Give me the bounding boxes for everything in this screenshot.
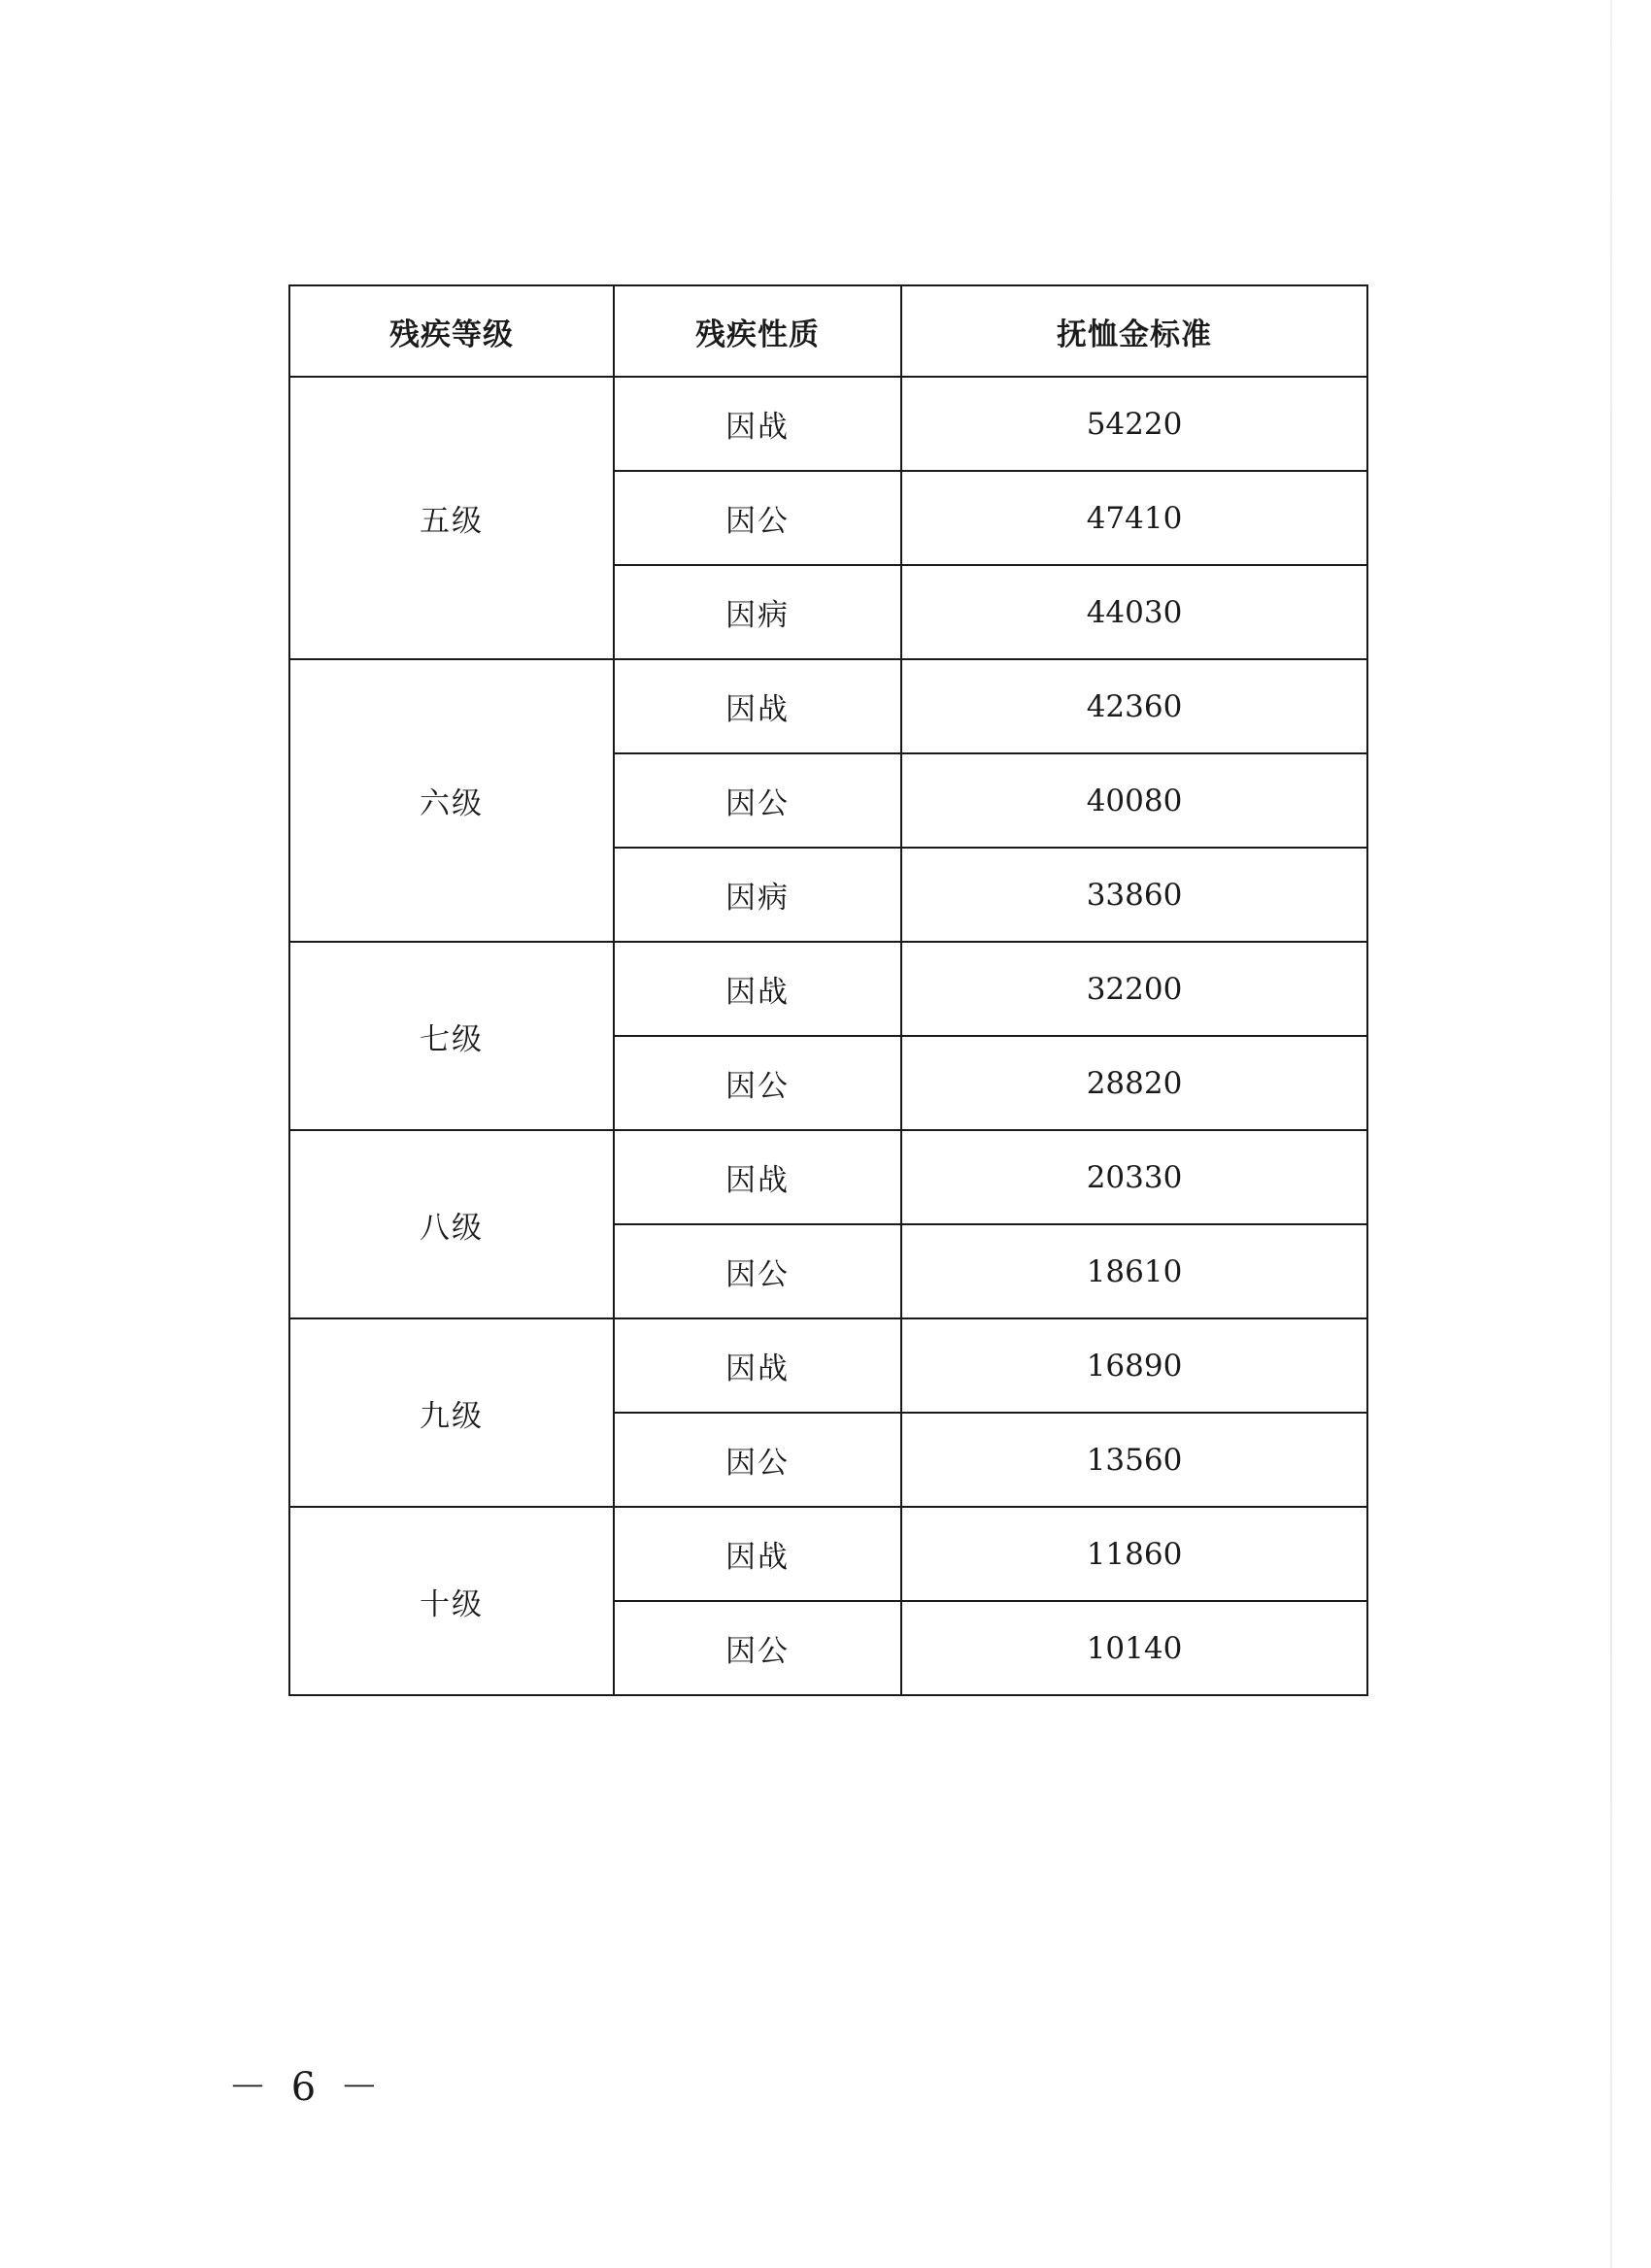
nature-cell: 因病 [614, 848, 901, 942]
amount-cell: 40080 [901, 753, 1367, 848]
amount-cell: 11860 [901, 1507, 1367, 1601]
grade-cell: 八级 [289, 1130, 614, 1318]
grade-cell: 七级 [289, 942, 614, 1130]
grade-cell: 六级 [289, 659, 614, 942]
table-row [289, 659, 1367, 753]
page-number: － 6 － [228, 2065, 385, 2110]
nature-cell: 因战 [614, 942, 901, 1036]
header-amount: 抚恤金标准 [901, 285, 1367, 377]
nature-cell: 因战 [614, 377, 901, 471]
table-body [289, 377, 1367, 1695]
header-nature: 残疾性质 [614, 285, 901, 377]
nature-cell: 因战 [614, 659, 901, 753]
amount-cell: 33860 [901, 848, 1367, 942]
amount-cell: 28820 [901, 1036, 1367, 1130]
amount-cell: 44030 [901, 565, 1367, 659]
header-row [289, 285, 1367, 377]
amount-cell: 32200 [901, 942, 1367, 1036]
nature-cell: 因战 [614, 1130, 901, 1224]
table-row [289, 1318, 1367, 1413]
nature-cell: 因公 [614, 471, 901, 565]
amount-cell: 18610 [901, 1224, 1367, 1318]
nature-cell: 因战 [614, 1318, 901, 1413]
grade-cell: 十级 [289, 1507, 614, 1695]
nature-cell: 因战 [614, 1507, 901, 1601]
grade-cell: 五级 [289, 377, 614, 659]
nature-cell: 因公 [614, 1224, 901, 1318]
amount-cell: 16890 [901, 1318, 1367, 1413]
amount-cell: 54220 [901, 377, 1367, 471]
nature-cell: 因公 [614, 1413, 901, 1507]
nature-cell: 因公 [614, 753, 901, 848]
amount-cell: 20330 [901, 1130, 1367, 1224]
amount-cell: 42360 [901, 659, 1367, 753]
nature-cell: 因公 [614, 1036, 901, 1130]
amount-cell: 13560 [901, 1413, 1367, 1507]
table-row [289, 942, 1367, 1036]
amount-cell: 47410 [901, 471, 1367, 565]
nature-cell: 因公 [614, 1601, 901, 1695]
amount-cell: 10140 [901, 1601, 1367, 1695]
table-row [289, 1130, 1367, 1224]
page-edge [1610, 0, 1612, 2268]
grade-cell: 九级 [289, 1318, 614, 1507]
table-row [289, 1507, 1367, 1601]
table-row [289, 377, 1367, 471]
pension-standard-table [288, 284, 1368, 1696]
header-grade: 残疾等级 [289, 285, 614, 377]
nature-cell: 因病 [614, 565, 901, 659]
